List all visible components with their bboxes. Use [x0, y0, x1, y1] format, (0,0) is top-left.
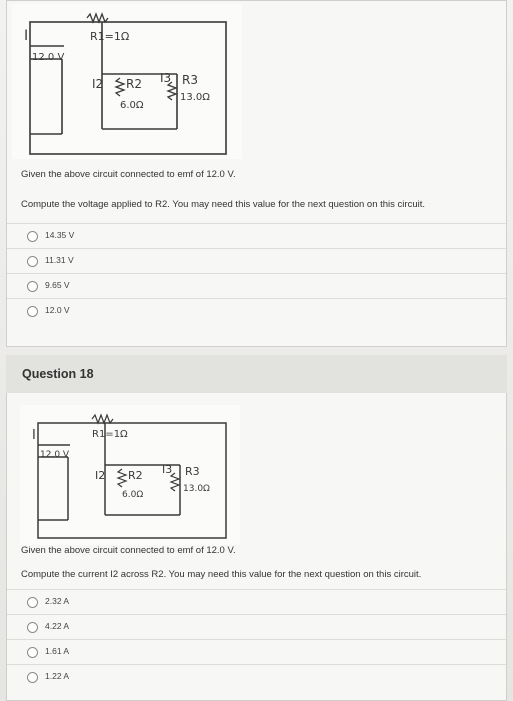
current-label: I: [32, 428, 36, 443]
radio-button[interactable]: [27, 622, 38, 633]
r1-label: R1=1Ω: [90, 30, 130, 43]
question-card: [6, 393, 507, 701]
question-stem: Given the above circuit connected to emf of 12.0 V.: [21, 169, 236, 180]
emf-label: 12.0 V: [32, 52, 65, 63]
i3-label: I3: [162, 463, 173, 476]
radio-button[interactable]: [27, 231, 38, 242]
r2-label: R2: [126, 77, 142, 91]
answer-option[interactable]: [7, 664, 506, 690]
r2-label: R2: [128, 469, 143, 482]
current-label: I: [24, 28, 29, 44]
r1-label: R1=1Ω: [92, 429, 128, 440]
i2-label: I2: [95, 469, 106, 482]
r2-value: 6.0Ω: [120, 100, 144, 111]
answer-option[interactable]: [7, 589, 506, 615]
question-prompt: Compute the voltage applied to R2. You may need this value for the next question on this circuit.: [21, 199, 426, 210]
r2-value: 6.0Ω: [122, 490, 144, 500]
radio-button[interactable]: [27, 256, 38, 267]
r3-value: 13.0Ω: [183, 484, 210, 494]
option-label: 11.31 V: [45, 255, 74, 265]
r3-value: 13.0Ω: [180, 92, 210, 103]
question-card: [6, 0, 507, 347]
question-prompt: Compute the current I2 across R2. You may need this value for the next question on this circuit.: [21, 569, 422, 580]
i3-label: I3: [160, 71, 172, 85]
option-label: 9.65 V: [45, 280, 70, 290]
question-title: Question 18: [22, 367, 94, 381]
radio-button[interactable]: [27, 647, 38, 658]
circuit-figure: [12, 4, 242, 159]
question-stem: Given the above circuit connected to emf of 12.0 V.: [21, 545, 236, 556]
option-label: 2.32 A: [45, 596, 70, 606]
answer-option[interactable]: [7, 248, 506, 274]
circuit-figure: [20, 405, 240, 545]
answer-option[interactable]: [7, 614, 506, 640]
radio-button[interactable]: [27, 597, 38, 608]
i2-label: I2: [92, 77, 104, 91]
option-label: 1.22 A: [45, 671, 70, 681]
option-label: 12.0 V: [45, 305, 70, 315]
option-label: 14.35 V: [45, 230, 75, 240]
answer-option[interactable]: [7, 273, 506, 299]
radio-button[interactable]: [27, 672, 38, 683]
option-label: 1.61 A: [45, 646, 70, 656]
answer-option[interactable]: [7, 223, 506, 249]
r3-label: R3: [185, 465, 200, 478]
answer-option[interactable]: [7, 639, 506, 665]
emf-label: 12.0 V: [40, 450, 70, 460]
question-header: [6, 355, 507, 394]
radio-button[interactable]: [27, 306, 38, 317]
radio-button[interactable]: [27, 281, 38, 292]
answer-option[interactable]: [7, 298, 506, 324]
option-label: 4.22 A: [45, 621, 70, 631]
r3-label: R3: [182, 73, 198, 87]
